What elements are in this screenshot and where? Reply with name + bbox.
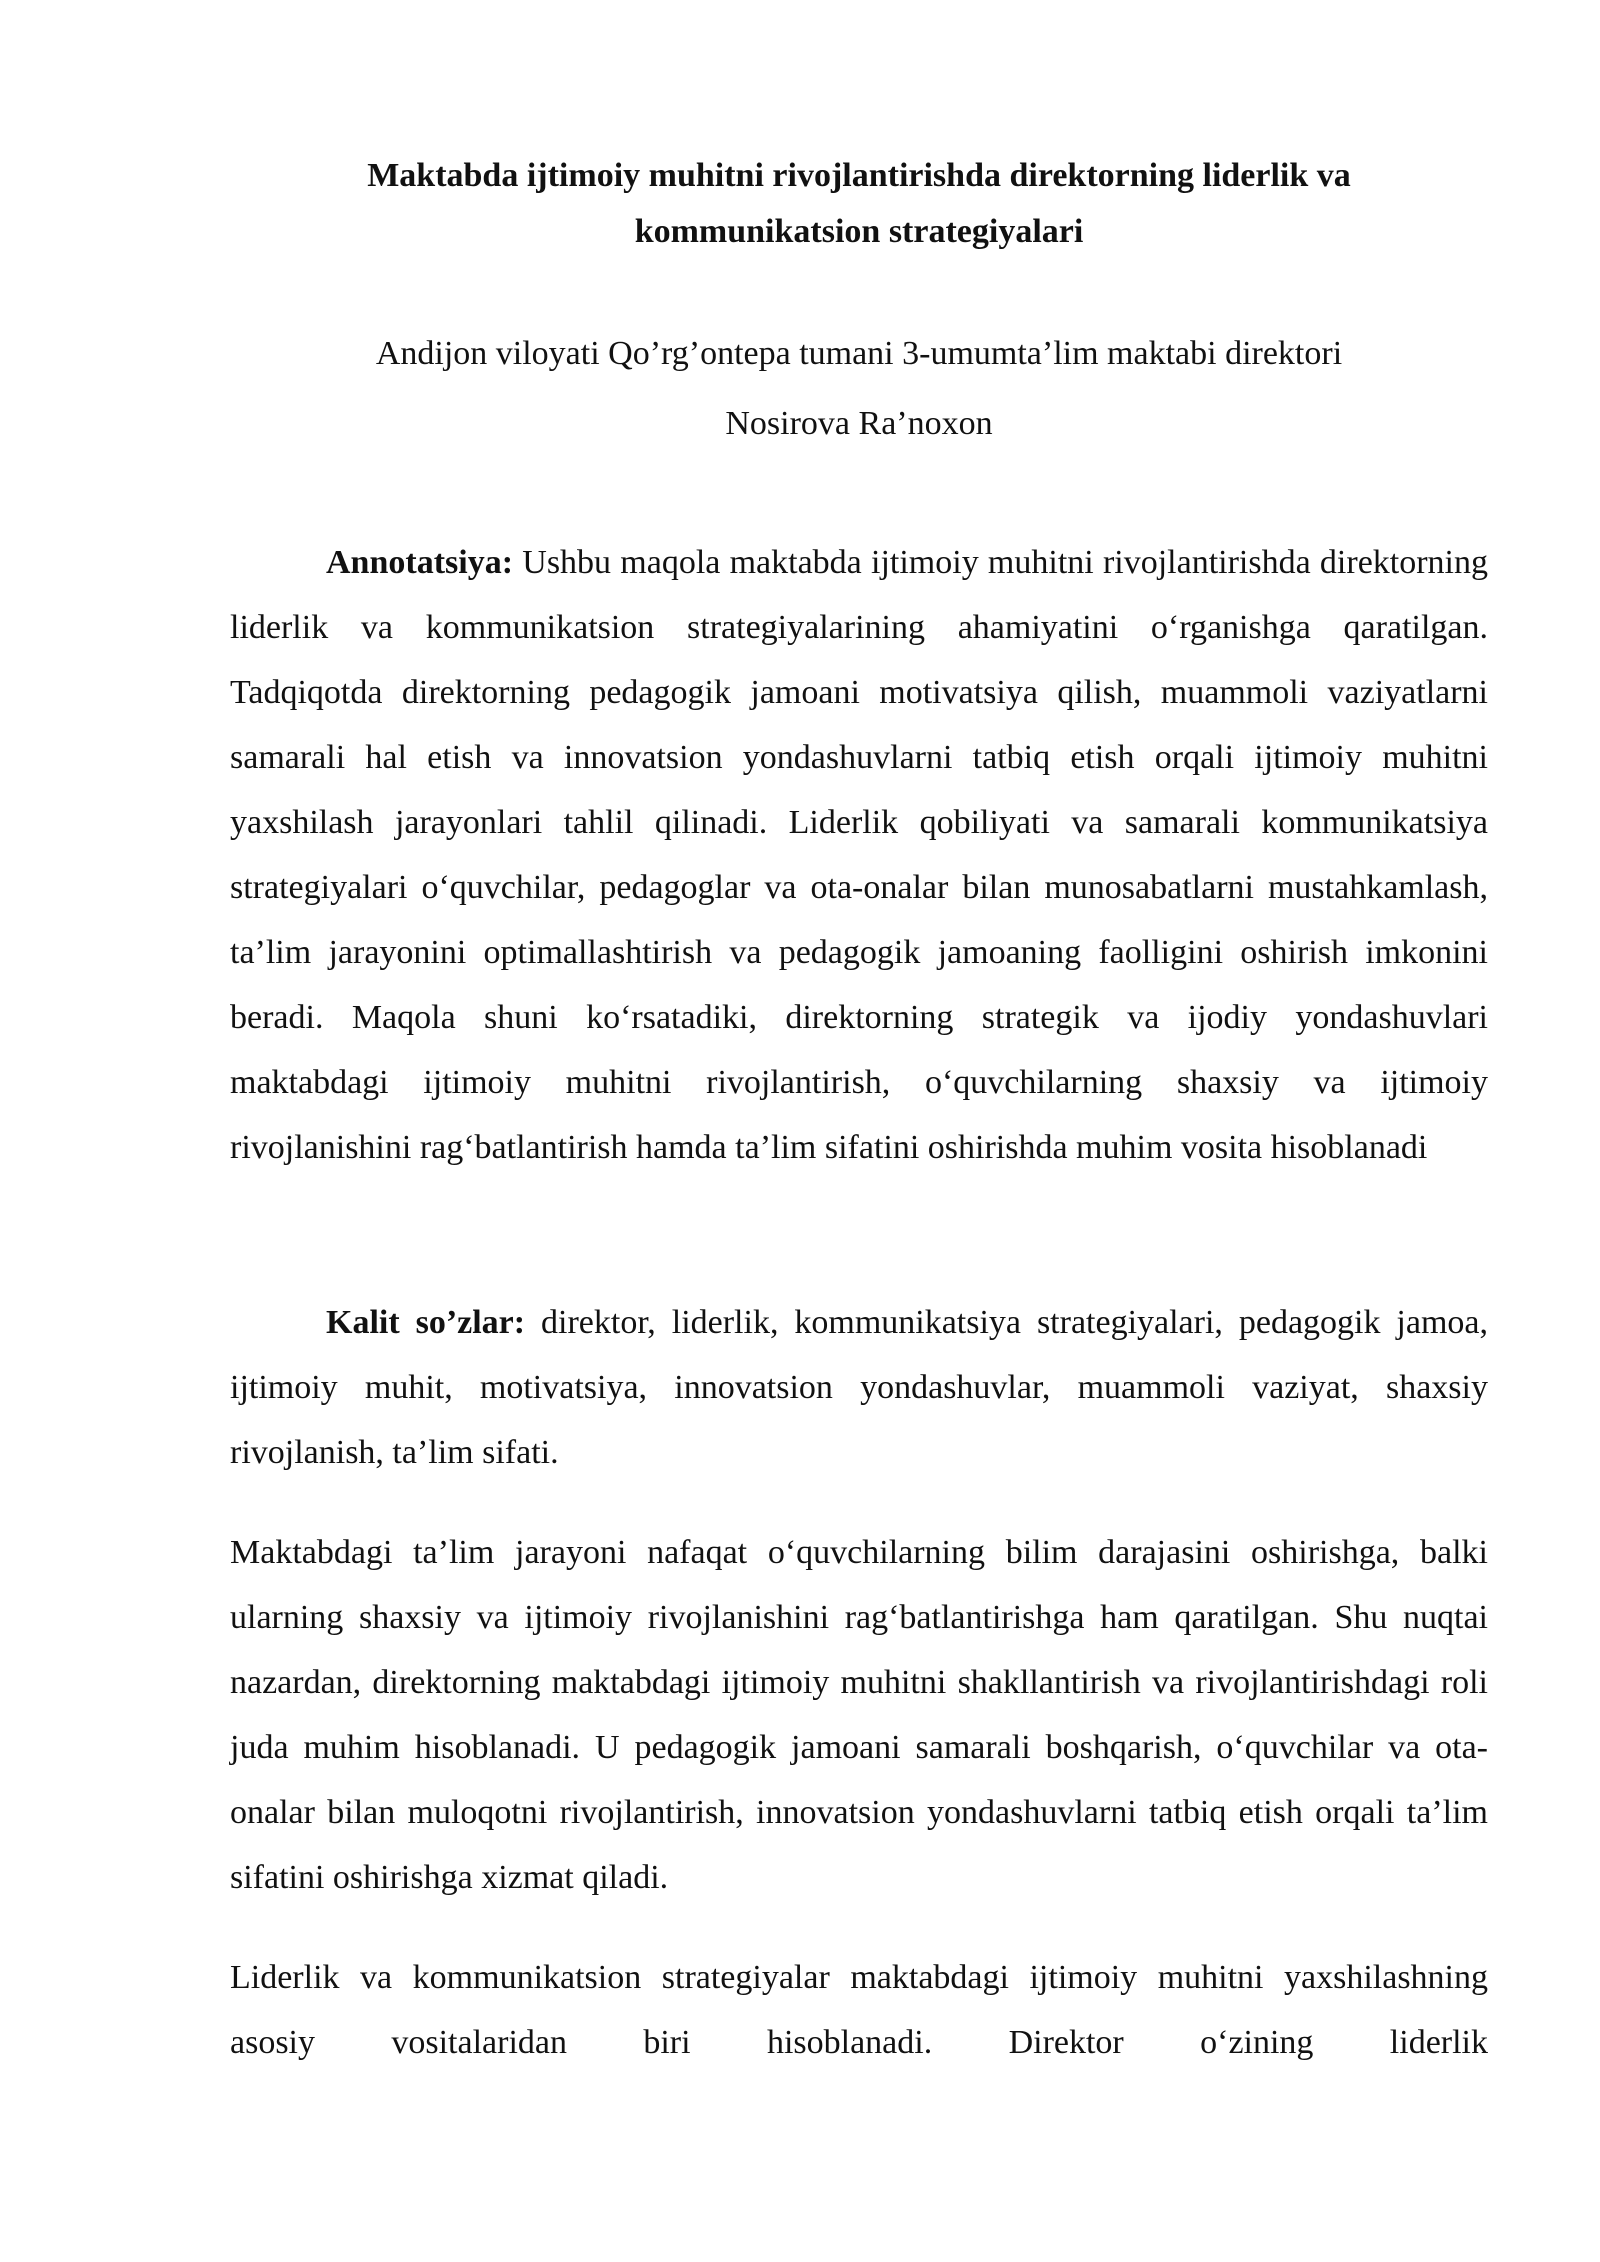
title-line-1: Maktabda ijtimoiy muhitni rivojlantirishda direktorning liderlik va	[367, 157, 1351, 194]
keywords-text: direktor, liderlik, kommunikatsiya strategiyalari, pedagogik jamoa, ijtimoiy muhit, motivatsiya, innovatsion yondashuvlar, muammoli vaziyat, shaxsiy rivojlanish, ta’lim sifati.	[230, 1304, 1488, 1471]
keywords-paragraph	[230, 1290, 1488, 1485]
abstract-text: Ushbu maqola maktabda ijtimoiy muhitni rivojlantirishda direktorning liderlik va kommunikatsion strategiyalarining ahamiyatini o‘rganishga qaratilgan. Tadqiqotda direktorning pedagogik jamoani motivatsiya qilish, muammoli vaziyatlarni samarali hal etish va innovatsion yondashuvlarni tatbiq etish orqali ijtimoiy muhitni yaxshilash jarayonlari tahlil qilinadi. Liderlik qobiliyati va samarali kommunikatsiya strategiyalari o‘quvchilar, pedagoglar va ota-onalar bilan munosabatlarni mustahkamlash, ta’lim jarayonini optimallashtirish va pedagogik jamoaning faolligini oshirish imkonini beradi. Maqola shuni ko‘rsatadiki, direktorning strategik va ijodiy yondashuvlari maktabdagi ijtimoiy muhitni rivojlantirish, o‘quvchilarning shaxsiy va ijtimoiy rivojlanishini rag‘batlantirish hamda ta’lim sifatini oshirishda muhim vosita hisoblanadi	[230, 544, 1488, 1166]
author-name: Nosirova Ra’noxon	[725, 405, 993, 442]
keywords-label: Kalit so’zlar:	[326, 1304, 526, 1341]
author-affiliation: Andijon viloyati Qo’rg’ontepa tumani 3-umumta’lim maktabi direktori	[375, 335, 1343, 372]
title-line-2: kommunikatsion strategiyalari	[634, 213, 1084, 250]
body-paragraph-1: Maktabdagi ta’lim jarayoni nafaqat o‘quvchilarning bilim darajasini oshirishga, balki ularning shaxsiy va ijtimoiy rivojlanishini rag‘batlantirishga ham qaratilgan. Shu nuqtai nazardan, direktorning maktabdagi ijtimoiy muhitni shakllantirish va rivojlantirishdagi roli juda muhim hisoblanadi. U pedagogik jamoani samarali boshqarish, o‘quvchilar va ota-onalar bilan muloqotni rivojlantirish, innovatsion yondashuvlarni tatbiq etish orqali ta’lim sifatini oshirishga xizmat qiladi.	[230, 1534, 1488, 1896]
abstract-paragraph	[230, 530, 1488, 1180]
paper-title	[230, 148, 1488, 260]
body-paragraph-2: Liderlik va kommunikatsion strategiyalar maktabdagi ijtimoiy muhitni yaxshilashning asosiy vositalaridan biri hisoblanadi. Direktor o‘zining liderlik	[230, 1959, 1488, 2061]
abstract-label: Annotatsiya:	[326, 544, 514, 581]
